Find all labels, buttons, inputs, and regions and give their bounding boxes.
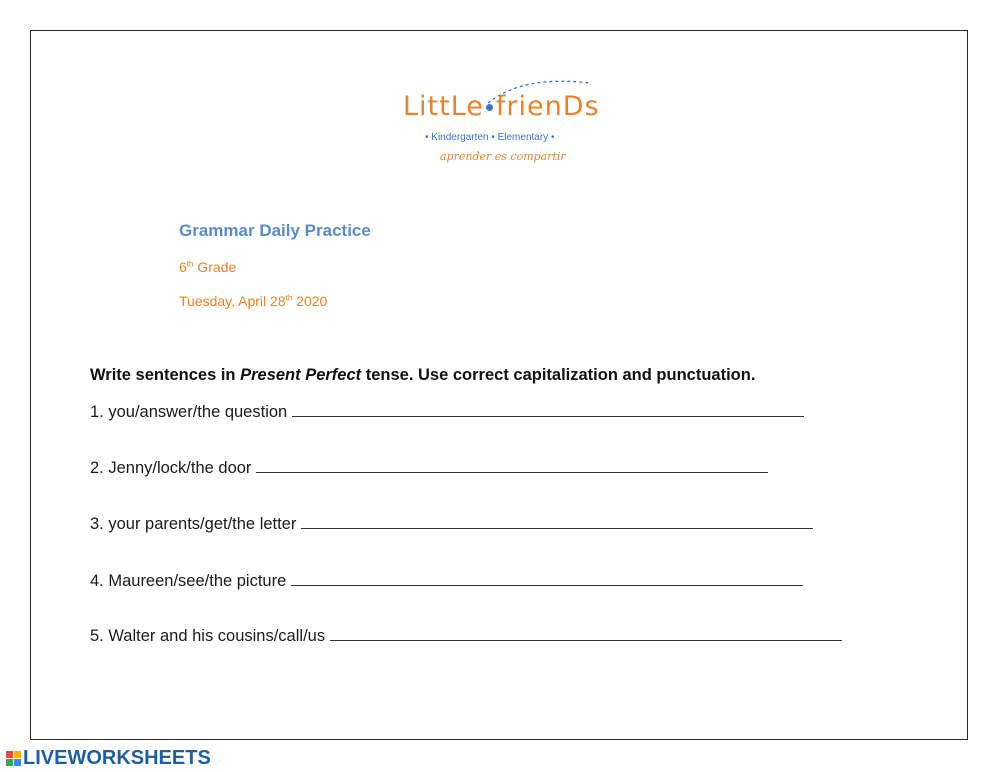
exercise-prompt: 1. you/answer/the question <box>90 403 288 421</box>
logo-subtitle: • Kindergarten • Elementary • <box>425 132 555 143</box>
grade-number: 6 <box>179 259 187 275</box>
instruction-text <box>90 366 755 385</box>
logo-tagline: aprender es compartir <box>440 150 566 163</box>
date-year: 2020 <box>292 293 328 309</box>
worksheet-page <box>30 30 968 740</box>
liveworksheets-brand[interactable]: LIVEWORKSHEETS <box>23 746 211 769</box>
liveworksheets-footer[interactable] <box>6 747 211 769</box>
date-text: Tuesday, April 28 <box>179 293 286 309</box>
exercise-item-5 <box>90 627 842 646</box>
exercise-item-4 <box>90 572 803 591</box>
logo-square-blue <box>14 759 21 766</box>
exercise-item-1 <box>90 403 804 422</box>
instruction-part-1: Write sentences in <box>90 366 241 384</box>
exercise-prompt: 5. Walter and his cousins/call/us <box>90 627 326 645</box>
logo-word-friends: frienDs <box>495 91 600 122</box>
logo-square-yellow <box>14 751 21 758</box>
instruction-part-2: tense. Use correct capitalization and punctuation. <box>361 366 756 384</box>
answer-blank[interactable] <box>291 585 803 586</box>
answer-blank[interactable] <box>256 472 768 473</box>
exercise-prompt: 4. Maureen/see/the picture <box>90 572 287 590</box>
exercise-prompt: 3. your parents/get/the letter <box>90 515 297 533</box>
grade-suffix: th <box>186 259 194 269</box>
exercise-item-3 <box>90 515 813 534</box>
answer-blank[interactable] <box>301 528 813 529</box>
date-line <box>179 293 327 309</box>
logo-dot <box>486 104 493 111</box>
date-suffix: th <box>285 293 293 303</box>
logo-square-red <box>6 751 13 758</box>
logo-word-little: LittLe <box>403 91 484 122</box>
exercise-prompt: 2. Jenny/lock/the door <box>90 459 252 477</box>
logo-wordmark <box>403 91 600 122</box>
instruction-emphasis: Present Perfect <box>240 366 362 384</box>
grade-line <box>179 259 236 275</box>
logo-square-green <box>6 759 13 766</box>
grade-label: Grade <box>193 259 237 275</box>
worksheet-title: Grammar Daily Practice <box>179 221 371 240</box>
liveworksheets-logo-icon <box>6 751 21 766</box>
answer-blank[interactable] <box>292 416 804 417</box>
school-logo <box>403 81 623 201</box>
answer-blank[interactable] <box>330 640 842 641</box>
exercise-item-2 <box>90 459 768 478</box>
